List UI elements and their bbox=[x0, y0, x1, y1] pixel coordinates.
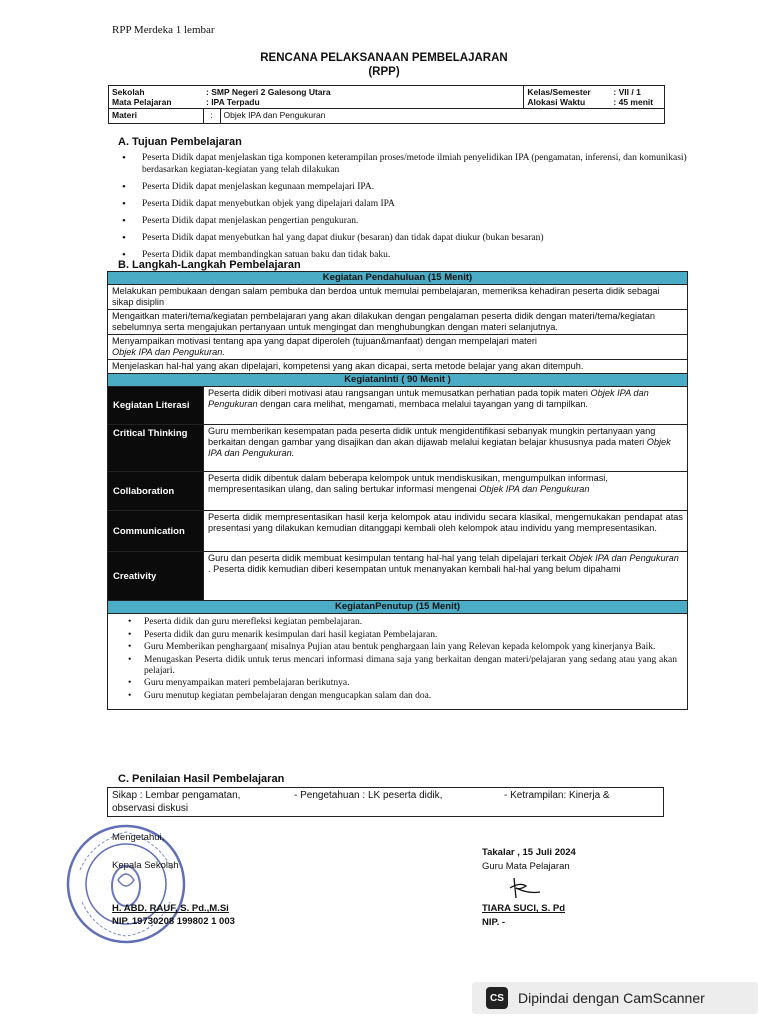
materi-label: Materi bbox=[109, 109, 204, 124]
principal-name: H. ABD. RAUF, S. Pd.,M.Si bbox=[112, 903, 229, 914]
core-row-literasi bbox=[108, 387, 687, 425]
closing-activities-list bbox=[108, 614, 687, 709]
core-label: Critical Thinking bbox=[108, 425, 204, 471]
school-label: Sekolah bbox=[112, 87, 145, 97]
time-allocation-label: Alokasi Waktu bbox=[527, 97, 586, 107]
assessment-knowledge: - Pengetahuan : LK peserta didik, bbox=[294, 790, 443, 801]
opening-row: Menjelaskan hal-hal yang akan dipelajari, kompetensi yang akan dicapai, serta metode belajar yang akan ditempuh. bbox=[108, 360, 687, 374]
section-b-heading: B. Langkah-Langkah Pembelajaran bbox=[118, 259, 301, 271]
opening-header: Kegiatan Pendahuluan (15 Menit) bbox=[108, 272, 687, 285]
core-header: KegiatanInti ( 90 Menit ) bbox=[108, 374, 687, 387]
list-item: • Peserta Didik dapat menjelaskan kegunaan mempelajari IPA. bbox=[142, 181, 697, 193]
school-value: : SMP Negeri 2 Galesong Utara bbox=[206, 87, 331, 97]
document-subtitle: (RPP) bbox=[368, 66, 400, 78]
header-note: RPP Merdeka 1 lembar bbox=[112, 24, 215, 36]
core-row-critical-thinking bbox=[108, 425, 687, 472]
list-item: • Guru Memberikan penghargaan( misalnya Pujian atau bentuk penghargaan lain yang Relevan kepada kelompok yang kinerjanya Baik. bbox=[144, 642, 677, 653]
list-item: • Menugaskan Peserta didik untuk terus mencari informasi dimana saja yang berkaitan dengan materi/pelajaran yang sedang atau yang akan pelajari. bbox=[144, 655, 677, 677]
core-label: Kegiatan Literasi bbox=[108, 387, 204, 424]
list-item: • Peserta Didik dapat menjelaskan pengertian pengukuran. bbox=[142, 215, 697, 227]
core-text-part: Peserta didik dibentuk dalam beberapa kelompok untuk mendiskusikan, mengumpulkan informasi, mempresentasikan ulang, dan saling bertukar informasi mengenai bbox=[208, 473, 608, 494]
camscanner-watermark bbox=[472, 982, 758, 1014]
teacher-role: Guru Mata Pelajaran bbox=[482, 861, 570, 872]
list-item: • Peserta Didik dapat membandingkan satuan baku dan tidak baku. bbox=[142, 249, 697, 261]
list-item: • Peserta didik dan guru menarik kesimpulan dari hasil kegiatan Pembelajaran. bbox=[144, 630, 677, 641]
list-item: • Peserta Didik dapat menjelaskan tiga komponen keterampilan proses/metode ilmiah penyelidikan IPA (pengamatan, inferensi, dan komunikasi) berdasarkan kegiatan-kegiatan yang telah dilakukan bbox=[142, 152, 697, 176]
place-date: Takalar , 15 Juli 2024 bbox=[482, 847, 576, 858]
list-item: • Peserta Didik dapat menyebutkan objek yang dipelajari dalam IPA bbox=[142, 198, 697, 210]
principal-role: Kepala Sekolah bbox=[112, 860, 179, 871]
core-text-topic: Objek IPA dan Pengukuran bbox=[208, 388, 649, 409]
class-semester-label: Kelas/Semester bbox=[527, 87, 591, 97]
core-text bbox=[204, 552, 687, 600]
document-title: RENCANA PELAKSANAAN PEMBELAJARAN bbox=[260, 52, 508, 64]
subject-value: : IPA Terpadu bbox=[206, 97, 260, 107]
opening-row: Melakukan pembukaan dengan salam pembuka dan berdoa untuk memulai pembelajaran, memeriksa kehadiran peserta didik sebagai sikap disiplin bbox=[108, 285, 687, 310]
opening-row bbox=[108, 335, 687, 360]
time-allocation-value: : 45 menit bbox=[613, 97, 654, 107]
core-text-part: dengan cara melihat, mengamati, membaca melalui tayangan yang di tampilkan. bbox=[257, 399, 588, 409]
core-label: Creativity bbox=[108, 552, 204, 600]
core-text-part: Peserta didik diberi motivasi atau rangsangan untuk memusatkan perhatian pada topik materi bbox=[208, 388, 591, 398]
section-c-heading: C. Penilaian Hasil Pembelajaran bbox=[118, 773, 285, 785]
core-row-communication bbox=[108, 511, 687, 552]
materi-colon: : bbox=[203, 109, 220, 124]
core-text: Peserta didik mempresentasikan hasil kerja kelompok atau individu secara klasikal, mengemukakan pendapat atas presentasi yang dilakukan kemudian ditanggapi kembali oleh kelompok atau individu yang mempresentasikan. bbox=[208, 512, 683, 533]
core-text-topic: Objek IPA dan Pengukuran bbox=[479, 484, 590, 494]
opening-row-text: Menyampaikan motivasi tentang apa yang dapat diperoleh (tujuan&manfaat) dengan mempelajari materi bbox=[112, 336, 537, 346]
section-a-heading: A. Tujuan Pembelajaran bbox=[118, 136, 242, 148]
list-item: • Peserta didik dan guru merefleksi kegiatan pembelajaran. bbox=[144, 617, 677, 628]
core-label: Collaboration bbox=[108, 472, 204, 510]
camscanner-logo-icon: CS bbox=[486, 987, 508, 1009]
teacher-name: TIARA SUCI, S. Pd bbox=[482, 903, 566, 914]
core-text-topic: Objek IPA dan Pengukuran bbox=[568, 553, 679, 563]
core-text-part: Guru dan peserta didik membuat kesimpulan tentang hal-hal yang telah dipelajari terkait bbox=[208, 553, 569, 563]
opening-row: Mengaitkan materi/tema/kegiatan pembelajaran yang akan dilakukan dengan pengalaman peserta didik dengan materi/tema/kegiatan sebelumnya serta mengajukan pertanyaan untuk mengingat dan menghubungkan dengan materi selanjutnya. bbox=[108, 310, 687, 335]
core-row-creativity bbox=[108, 552, 687, 601]
camscanner-text: Dipindai dengan CamScanner bbox=[518, 990, 705, 1006]
core-text bbox=[204, 425, 687, 471]
materi-value: Objek IPA dan Pengukuran bbox=[223, 110, 326, 120]
list-item: • Peserta Didik dapat menyebutkan hal yang dapat diukur (besaran) dan tidak dapat diukur (bukan besaran) bbox=[142, 232, 697, 244]
assessment-attitude-cont: observasi diskusi bbox=[112, 803, 189, 814]
principal-nip: NIP. 19730208 199802 1 003 bbox=[112, 916, 235, 927]
core-text-part: Guru memberikan kesempatan pada peserta didik untuk mengidentifikasi sebanyak mungkin pertanyaan yang berkaitan dengan gambar yang disajikan dan akan dijawab melalui kegiatan belajar khususnya pada materi bbox=[208, 426, 656, 447]
list-item: • Guru menyampaikan materi pembelajaran berikutnya. bbox=[144, 678, 677, 689]
approval-label: Mengetahui, bbox=[112, 832, 165, 843]
learning-objectives-list bbox=[118, 152, 697, 266]
core-text bbox=[204, 472, 687, 510]
assessment-box bbox=[107, 787, 664, 817]
core-row-collaboration bbox=[108, 472, 687, 511]
assessment-attitude: Sikap : Lembar pengamatan, bbox=[112, 790, 241, 801]
opening-row-topic: Objek IPA dan Pengukuran. bbox=[112, 347, 225, 357]
core-text bbox=[204, 387, 687, 424]
core-text-topic: Objek IPA dan Pengukuran. bbox=[208, 437, 671, 458]
list-item: • Guru menutup kegiatan pembelajaran dengan mengucapkan salam dan doa. bbox=[144, 691, 677, 702]
closing-header: KegiatanPenutup (15 Menit) bbox=[108, 601, 687, 614]
learning-steps-table bbox=[107, 271, 688, 710]
subject-label: Mata Pelajaran bbox=[112, 97, 172, 107]
core-label: Communication bbox=[108, 511, 204, 551]
teacher-nip: NIP. - bbox=[482, 917, 506, 928]
assessment-skill: - Ketrampilan: Kinerja & bbox=[504, 790, 610, 801]
core-text-part: . Peserta didik kemudian diberi kesempatan untuk menanyakan kembali hal-hal yang belum dipahami bbox=[208, 564, 621, 574]
identity-table bbox=[108, 85, 665, 124]
class-semester-value: : VII / 1 bbox=[613, 87, 641, 97]
teacher-signature-icon bbox=[506, 872, 546, 902]
